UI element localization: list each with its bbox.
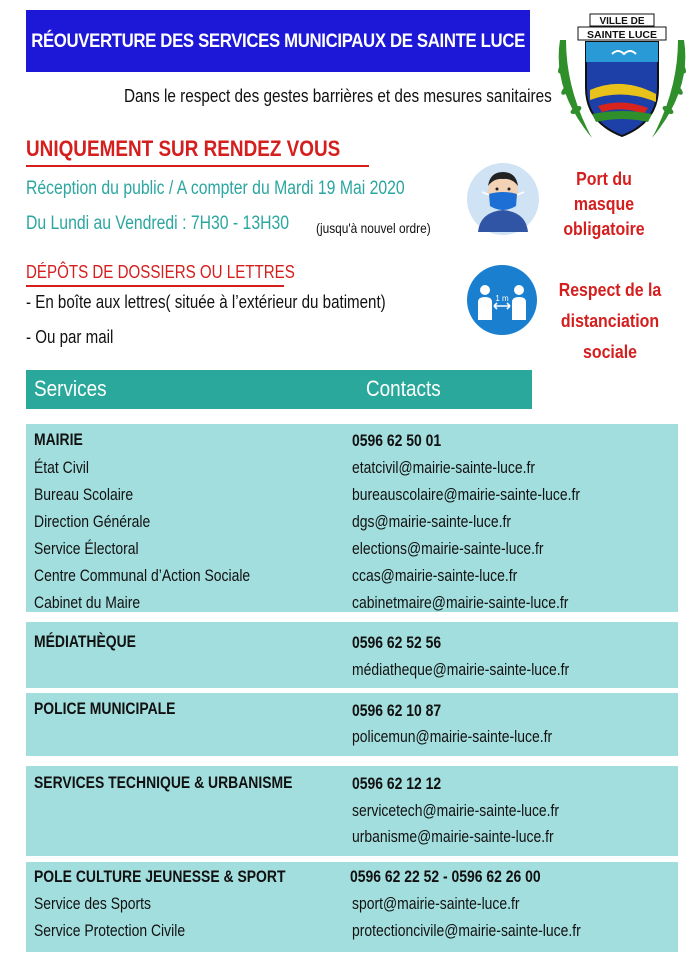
service-group-mediatheque	[26, 622, 678, 688]
appointment-underline	[26, 165, 369, 167]
group-phone: 0596 62 22 52 - 0596 62 26 00	[350, 867, 541, 886]
service-label: Cabinet du Maire	[34, 593, 141, 612]
distance-label: 1 m	[495, 294, 509, 303]
group-name: POLE CULTURE JEUNESSE & SPORT	[34, 867, 286, 886]
service-email: ccas@mairie-sainte-luce.fr	[352, 566, 518, 585]
deposits-underline	[26, 285, 284, 287]
logo-bottom-text: SAINTE LUCE	[586, 29, 658, 41]
service-label: Direction Générale	[34, 512, 151, 531]
appointment-notice: UNIQUEMENT SUR RENDEZ VOUS	[26, 136, 341, 161]
service-email: servicetech@mairie-sainte-luce.fr	[352, 801, 560, 820]
group-phone: 0596 62 12 12	[352, 774, 442, 793]
service-group-mairie	[26, 424, 678, 612]
service-email: bureauscolaire@mairie-sainte-luce.fr	[352, 485, 580, 504]
page-title: RÉOUVERTURE DES SERVICES MUNICIPAUX DE SAINTE LUCE	[31, 29, 525, 52]
group-name: MAIRIE	[34, 430, 83, 449]
service-label: Centre Communal d’Action Sociale	[34, 566, 251, 585]
deposits-title: DÉPÔTS DE DOSSIERS OU LETTRES	[26, 262, 295, 282]
service-email: policemun@mairie-sainte-luce.fr	[352, 727, 553, 746]
deposit-option-mailbox: - En boîte aux lettres( située à l’extérieur du batiment)	[26, 292, 386, 312]
mask-rule: Port du masque obligatoire	[563, 168, 645, 239]
group-name: MÉDIATHÈQUE	[34, 632, 136, 651]
service-email: sport@mairie-sainte-luce.fr	[352, 894, 520, 913]
col-services: Services	[34, 376, 107, 401]
service-label: Service Électoral	[34, 539, 139, 558]
table-header	[26, 370, 532, 409]
service-email: protectioncivile@mairie-sainte-luce.fr	[352, 921, 581, 940]
logo-top-text: VILLE DE	[599, 16, 645, 27]
sainte-luce-logo	[552, 10, 692, 150]
opening-hours: Du Lundi au Vendredi : 7H30 - 13H30	[26, 213, 290, 234]
service-label: Service Protection Civile	[34, 921, 186, 940]
hours-note: (jusqu'à nouvel ordre)	[316, 220, 431, 236]
col-contacts: Contacts	[366, 376, 441, 401]
distance-rule: Respect de la distanciation sociale	[558, 279, 662, 362]
service-email: elections@mairie-sainte-luce.fr	[352, 539, 544, 558]
service-email: médiatheque@mairie-sainte-luce.fr	[352, 660, 570, 679]
group-phone: 0596 62 50 01	[352, 431, 442, 450]
page-subtitle: Dans le respect des gestes barrières et des mesures sanitaires	[124, 86, 552, 106]
reception-date: Réception du public / A compter du Mardi 19 Mai 2020	[26, 178, 405, 199]
group-phone: 0596 62 10 87	[352, 701, 442, 720]
service-email: urbanisme@mairie-sainte-luce.fr	[352, 827, 554, 846]
title-banner	[26, 10, 530, 72]
group-name: POLICE MUNICIPALE	[34, 699, 176, 718]
service-group-technique	[26, 766, 678, 856]
service-email: etatcivil@mairie-sainte-luce.fr	[352, 458, 536, 477]
mask-icon	[466, 162, 540, 236]
deposit-option-email: - Ou par mail	[26, 327, 114, 347]
service-email: dgs@mairie-sainte-luce.fr	[352, 512, 512, 531]
service-label: État Civil	[34, 458, 90, 477]
group-phone: 0596 62 52 56	[352, 633, 442, 652]
service-label: Service des Sports	[34, 894, 152, 913]
service-label: Bureau Scolaire	[34, 485, 134, 504]
service-email: cabinetmaire@mairie-sainte-luce.fr	[352, 593, 569, 612]
group-name: SERVICES TECHNIQUE & URBANISME	[34, 773, 293, 792]
service-group-police	[26, 693, 678, 756]
social-distance-icon	[466, 264, 538, 336]
service-group-culture	[26, 862, 678, 952]
